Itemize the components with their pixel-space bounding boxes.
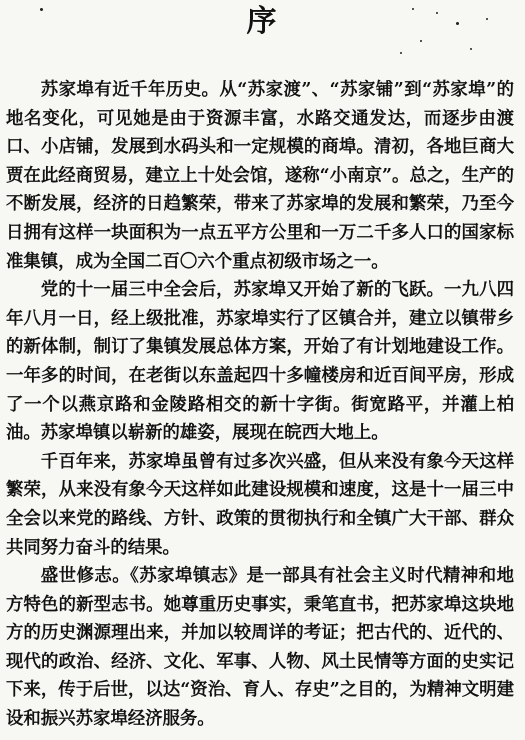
scan-speck xyxy=(40,8,43,11)
scan-speck xyxy=(436,12,438,14)
scan-speck xyxy=(470,48,472,50)
scan-speck xyxy=(420,40,422,42)
scan-speck xyxy=(486,18,488,20)
preface-body xyxy=(6,76,514,734)
paragraph-4: 盛世修志。《苏家埠镇志》是一部具有社会主义时代精神和地方特色的新型志书。她尊重历史事实，秉笔直书，把苏家埠这块地方的历史渊源理出来，并加以较周详的考证；把古代的、近代的、现代的政治、经济、文化、军事、人物、风土民情等方面的史实记下来，传于后世，以达“资治、育人、存史”之目的，为精神文明建设和振兴苏家埠经济服务。 xyxy=(6,566,514,730)
paragraph-3: 千百年来，苏家埠虽曾有过多次兴盛，但从来没有象今天这样繁荣，从来没有象今天这样如此建设规模和速度，这是十一届三中全会以来党的路线、方针、政策的贯彻执行和全镇广大干部、群众共同努力奋斗的结果。 xyxy=(6,451,514,558)
paragraph-1: 苏家埠有近千年历史。从“苏家渡”、“苏家铺”到“苏家埠”的地名变化，可见她是由于资源丰富，水路交通发达，而逐步由渡口、小店铺，发展到水码头和一定规模的商埠。清初，各地巨商大贾在此经商贸易，建立上十处会馆，遂称“小南京”。总之，生产的不断发展，经济的日趋繁荣，带来了苏家埠的发展和繁荣，乃至今日拥有这样一块面积为一点五平方公里和一万二千多人口的国家标准集镇，成为全国二百〇六个重点初级市场之一。 xyxy=(6,80,514,272)
paragraph-2: 党的十一届三中全会后，苏家埠又开始了新的飞跃。一九八四年八月一日，经上级批准，苏家埠实行了区镇合并，建立以镇带乡的新体制，制订了集镇发展总体方案，开始了有计划地建设工作。一年多的时间，在老街以东盖起四十多幢楼房和近百间平房，形成了一个以燕京路和金陵路相交的新十字街。街宽路平，并灌上柏油。苏家埠镇以崭新的雄姿，展现在皖西大地上。 xyxy=(6,280,514,444)
scan-speck xyxy=(456,22,459,25)
page-title: 序 xyxy=(246,4,279,39)
scan-speck xyxy=(400,52,402,54)
scan-speck xyxy=(412,8,414,10)
